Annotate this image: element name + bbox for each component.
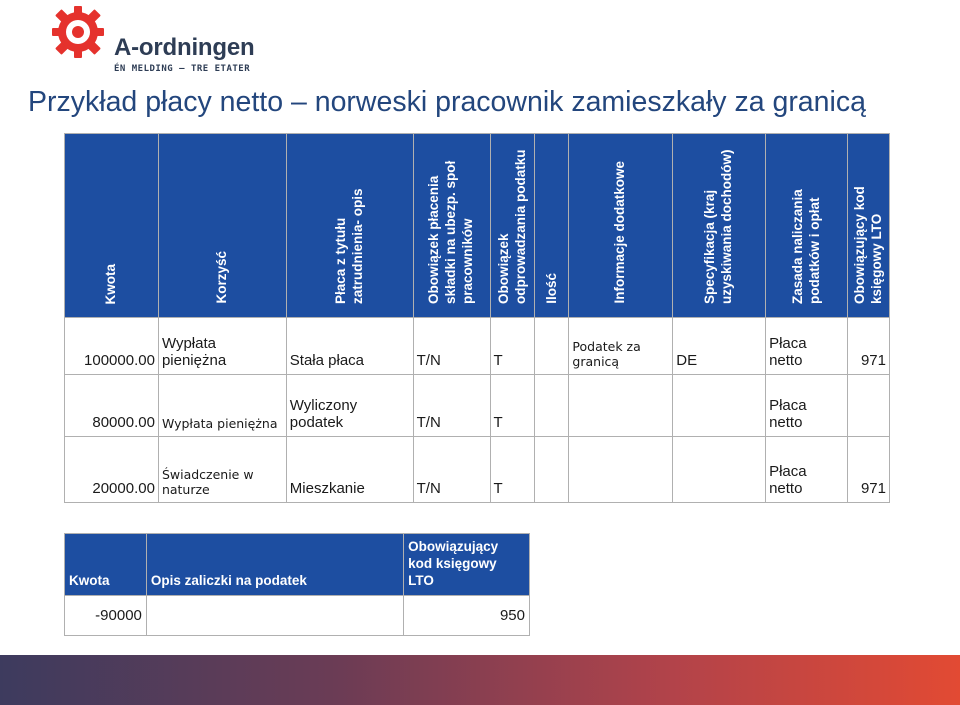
cell-tax-rule: Płaca netto [766, 375, 848, 437]
cell-additional-info [569, 437, 673, 503]
cell-description: Mieszkanie [286, 437, 413, 503]
cell-amount: 100000.00 [65, 318, 159, 375]
header-lto-code: Obowiązujący kod księgowy LTO [847, 134, 889, 318]
cell-social: T/N [413, 375, 490, 437]
cell-lto-code [847, 375, 889, 437]
header-tax-obligation: Obowiązek odprowadzania podatku [490, 134, 535, 318]
cell-additional-info: Podatek za granicą [569, 318, 673, 375]
table-row [65, 596, 530, 636]
cell-tax-rule: Płaca netto [766, 437, 848, 503]
table-row [65, 375, 890, 437]
cell-social: T/N [413, 437, 490, 503]
header-social-contribution: Obowiązek płacenia składki na ubezp. społ pracowników [413, 134, 490, 318]
header-benefit: Korzyść [158, 134, 286, 318]
header-description: Płaca z tytułu zatrudnienia- opis [286, 134, 413, 318]
cell-quantity [535, 318, 569, 375]
cell-tax: T [490, 375, 535, 437]
logo-tagline: ÉN MELDING – TRE ETATER [114, 64, 251, 74]
cell-benefit: Wypłata pieniężna [158, 375, 286, 437]
header-amount: Kwota [65, 134, 159, 318]
cell-tax: T [490, 318, 535, 375]
cell-description: Wyliczony podatek [286, 375, 413, 437]
a-ordningen-logo [50, 4, 290, 74]
cell-country [673, 437, 766, 503]
cell-social: T/N [413, 318, 490, 375]
cell-lto-code: 971 [847, 318, 889, 375]
header-quantity: Ilość [535, 134, 569, 318]
cell-lto-code: 971 [847, 437, 889, 503]
cell-amount: 20000.00 [65, 437, 159, 503]
tax-advance-table [64, 533, 530, 636]
page-title: Przykład płacy netto – norweski pracownik zamieszkały za granicą [28, 86, 866, 118]
salary-table [64, 133, 890, 503]
cell-quantity [535, 437, 569, 503]
cell-amount: -90000 [65, 596, 147, 636]
table-row [65, 437, 890, 503]
header-lto-code: Obowiązujący kod księgowy LTO [404, 534, 530, 596]
logo-gear-icon [50, 4, 106, 60]
logo-name: A-ordningen [114, 34, 255, 61]
table-header-row [65, 134, 890, 318]
cell-country [673, 375, 766, 437]
cell-benefit: Świadczenie w naturze [158, 437, 286, 503]
header-specification: Specyfikacja (kraj uzyskiwania dochodów) [673, 134, 766, 318]
header-tax-rule: Zasada naliczania podatków i opłat [766, 134, 848, 318]
cell-additional-info [569, 375, 673, 437]
cell-lto-code: 950 [404, 596, 530, 636]
cell-advance-description [146, 596, 403, 636]
cell-tax: T [490, 437, 535, 503]
footer-gradient-band [0, 655, 960, 705]
cell-quantity [535, 375, 569, 437]
cell-country: DE [673, 318, 766, 375]
header-amount: Kwota [65, 534, 147, 596]
header-additional-info: Informacje dodatkowe [569, 134, 673, 318]
table-header-row [65, 534, 530, 596]
header-advance-description: Opis zaliczki na podatek [146, 534, 403, 596]
cell-description: Stała płaca [286, 318, 413, 375]
cell-benefit: Wypłata pieniężna [158, 318, 286, 375]
table-row [65, 318, 890, 375]
cell-amount: 80000.00 [65, 375, 159, 437]
cell-tax-rule: Płaca netto [766, 318, 848, 375]
